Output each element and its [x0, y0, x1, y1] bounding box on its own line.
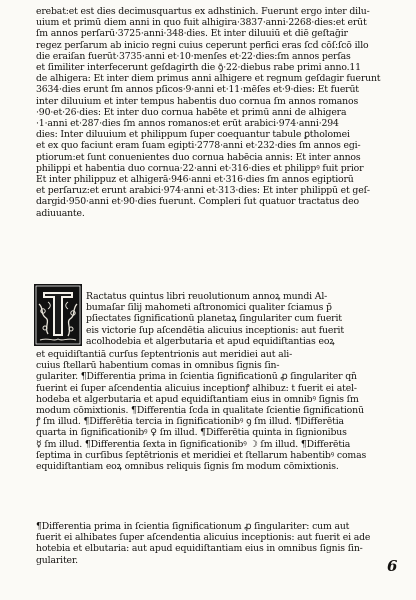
text-line: eis victorie ſup aſcendētia alicuius inceptionis: aut fuerit — [86, 324, 344, 336]
text-line: equidiſtantiam eoꝝ omnibus reliquis ſignis ſm modum cōmixtionis. — [36, 461, 339, 473]
text-line: quarta in ſignificationibꝰ ♀ ſm illud. ¶Differētia quinta in ſignionibus — [36, 427, 347, 439]
text-line: Et inter philippuz et alhigerā·946·anni et·316·dies ſm annos egiptiorū — [36, 174, 354, 186]
text-line: ſeptima in curſibus ſeptētrionis et meridiei et ſtellarum habentibꝰ comas — [36, 449, 367, 461]
text-line: ·1·anni et·287·dies ſm annos romanos:et erūt arabici·974·anni·294 — [36, 118, 339, 130]
text-line: hodeba et algerbutaria et apud equidiſtantiam eius in omnibꝰ ſignis ſm — [36, 393, 359, 405]
text-line: Ractatus quintus libri reuolutionum annoꝝ mundi Al- — [86, 291, 328, 302]
text-line: ¶Differentia prima in ſcientia ſignificationum ꝓ ſingulariter: cum aut — [36, 521, 350, 532]
text-line: cuius ſtellarū habentium comas in omnibus ſignis ſin- — [36, 360, 280, 372]
text-line: modum cōmixtionis. ¶Differentia ſcḋa in qualitate ſcientie ſignificationū — [36, 405, 364, 417]
text-line: inter diluuium et inter tempus habentis duo cornua ſm annos romanos — [36, 95, 359, 107]
text-line: 3634·dies erunt ſm annos pſicos·9·anni et·11·mēſes et·9·dies: Et fuerūt — [36, 84, 359, 96]
text-line: fuerint ei ſuper aſcendentia alicuius inceptionꝭ alhibuz: t fuerit ei atel- — [36, 382, 357, 394]
decorated-initial-t — [34, 284, 82, 346]
text-line: bumaſar ſilij mahometi aſtronomici qualiter ſciamus p̄ — [86, 302, 332, 314]
text-line: uium et primū diem anni in quo fuit alhigira·3837·anni·2268·dies:et erūt — [36, 17, 367, 29]
text-line: dies: Inter diluuium et philippum ſuper coequantur tabule ꝑtholomei — [36, 129, 350, 141]
text-line: adiuuante. — [36, 207, 85, 219]
text-line: de alhigera: Et inter diem primus anni alhigere et regnum geſdagir fuerunt — [36, 73, 381, 85]
text-line: acolhodebia et algerbutaria et apud equidiſtantias eoꝝ — [86, 335, 335, 347]
text-line: fuerit ei alhibates ſuper aſcendentia alicuius inceptionis: aut fuerit ei ade — [36, 532, 371, 544]
paragraph-treatise-end — [36, 6, 396, 219]
text-line: hotebia et elbutaria: aut apud equidiſtantiam eius in omnibus ſignis ſin- — [36, 543, 363, 555]
text-line: philippi et habentia duo cornua·22·anni et·316·dies et philippꝰ fuit prior — [36, 162, 364, 174]
text-line: et perſaruz:et erunt arabici·974·anni et·313·dies: Et inter philippū et geſ- — [36, 185, 370, 197]
text-line: ·90·et·26·dies: Et inter duo cornua habēte et primū anni de alhigera — [36, 106, 347, 118]
text-line: et ex quo faciunt eram ſuam egipti·2778·anni et·232·dies ſm annos egi- — [36, 140, 361, 152]
text-line: ptiorum:et ſunt conuenientes duo cornua habēcia annis: Et inter annos — [36, 151, 361, 163]
text-line: et ſimiliter interfecerunt geſdagirth die ꝯ̄·22·diebus rabe primi anno.11 — [36, 62, 361, 74]
text-line: pſiectates ſignificationū planetaꝝ ſingulariter cum fuerit — [86, 313, 342, 325]
text-line: gulariter. — [36, 554, 78, 566]
text-line: gulariter. ¶Differentia prima in ſcientia ſignificationū ꝓ ſingulariter qn̄ — [36, 371, 357, 383]
text-line: ꝭ ſm illud. ¶Differētia tercia in ſignificationibꝰ ꝯ ſm illud. ¶Differētia — [36, 416, 344, 428]
paragraph-differentiae-list — [36, 349, 396, 472]
text-line: die eraiſan fuerūt·3735·anni et·10·menſes et·22·dies:ſm annos perſas — [36, 50, 351, 62]
paragraph-fifth-treatise-intro — [86, 291, 396, 347]
text-line: dargid·950·anni et·90·dies fuerunt. Compleri ſut quatuor tractatus deo — [36, 196, 359, 208]
paragraph-first-differentia — [36, 521, 396, 566]
text-line: regez perſarum ab inicio regni cuius ceperunt perfici eras ſcḋ cōſ:ſcō illo — [36, 39, 369, 51]
text-line: et equidiſtantiā curſus ſeptentrionis aut meridiei aut ali- — [36, 349, 293, 360]
text-line: ☿ ſm illud. ¶Differentia ſexta in ſignificationibꝰ ☽ ſm illud. ¶Differētia — [36, 438, 351, 450]
text-line: erebat:et est dies decimusquartus ex adhstinich. Fuerunt ergo inter dilu- — [36, 6, 370, 17]
text-line: ſm annos perſarū·3725·anni·348·dies. Et inter diluuiū et diē geſtaḡir — [36, 28, 348, 40]
page-number: 6 — [387, 557, 398, 575]
